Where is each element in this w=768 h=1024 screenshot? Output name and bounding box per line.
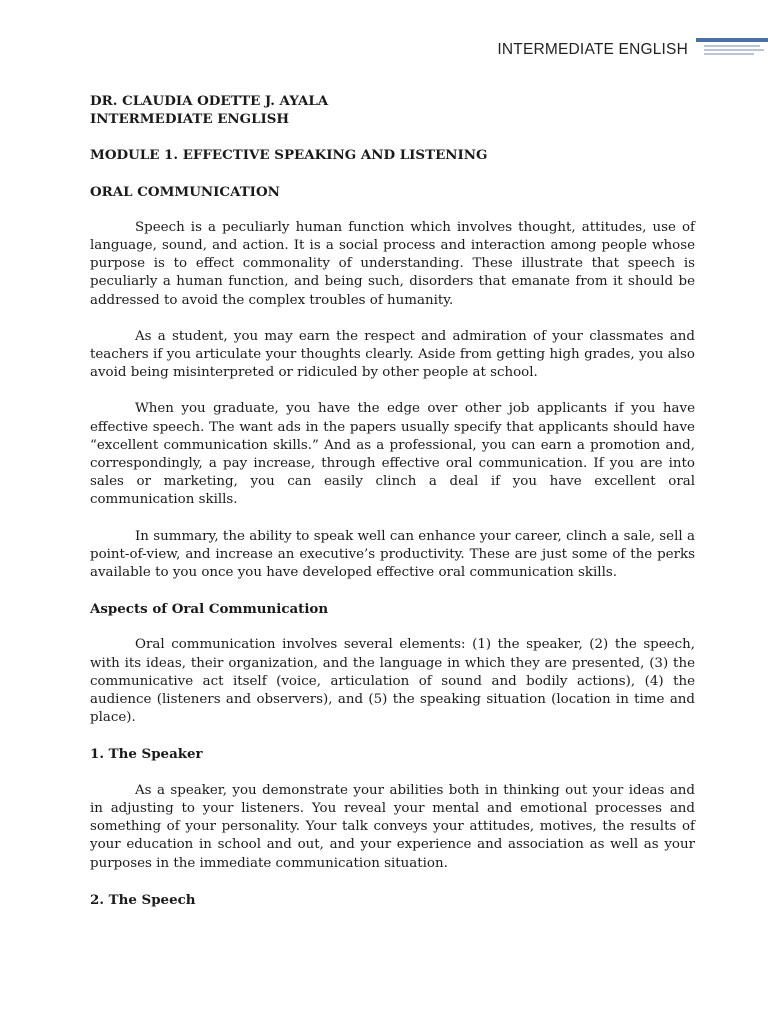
aspects-heading: Aspects of Oral Communication xyxy=(90,601,329,618)
logo-line xyxy=(704,45,760,47)
header-logo xyxy=(696,38,768,58)
paragraph: In summary, the ability to speak well can enhance your career, clinch a sale, sell a point-of-view, and increase an executive’s productivity. These are just some of the perks available to you once you have developed effective oral communication skills. xyxy=(90,528,695,581)
logo-line xyxy=(704,53,754,55)
paragraph: When you graduate, you have the edge over other job applicants if you have effective speech. The want ads in the papers usually specify that applicants should have “excellent communication skills.” And as a professional, you can earn a promotion and, correspondingly, a pay increase, through effective oral communication. If you are into sales or marketing, you can easily clinch a deal if you have excellent oral communication skills. xyxy=(90,401,695,508)
header-title: INTERMEDIATE ENGLISH xyxy=(497,41,688,58)
logo-line xyxy=(704,49,764,51)
module-title: MODULE 1. EFFECTIVE SPEAKING AND LISTENING xyxy=(90,147,488,164)
page-header xyxy=(0,38,768,62)
aspects-paragraph: Oral communication involves several elements: (1) the speaker, (2) the speech, with its ideas, their organization, and the language in which they are presented, (3) the communicative act itself (voice, articulation of sound and bodily actions), (4) the audience (listeners and observers), and (5) the speaking situation (location in time and place). xyxy=(90,637,695,726)
paragraph: Speech is a peculiarly human function which involves thought, attitudes, use of language, sound, and action. It is a social process and interaction among people whose purpose is to effect commonality of understanding. These illustrate that speech is peculiarly a human function, and being such, disorders that emanate from it should be addressed to avoid the complex troubles of humanity. xyxy=(90,219,695,308)
speaker-paragraph: As a speaker, you demonstrate your abilities both in thinking out your ideas and in adjusting to your listeners. You reveal your mental and emotional processes and something of your personality. Your talk conveys your attitudes, motives, the results of your education in school and out, and your experience and association as well as your purposes in the immediate communication situation. xyxy=(90,782,695,871)
document-body xyxy=(90,92,695,927)
speaker-heading: 1. The Speaker xyxy=(90,746,203,763)
course-title: INTERMEDIATE ENGLISH xyxy=(90,111,290,128)
topic-title: ORAL COMMUNICATION xyxy=(90,183,280,200)
paragraph: As a student, you may earn the respect and admiration of your classmates and teachers if you articulate your thoughts clearly. Aside from getting high grades, you also avoid being misinterpreted or ridiculed by other people at school. xyxy=(90,328,695,381)
speech-heading: 2. The Speech xyxy=(90,891,196,908)
author-name: DR. CLAUDIA ODETTE J. AYALA xyxy=(90,93,329,109)
logo-bar xyxy=(696,38,768,42)
